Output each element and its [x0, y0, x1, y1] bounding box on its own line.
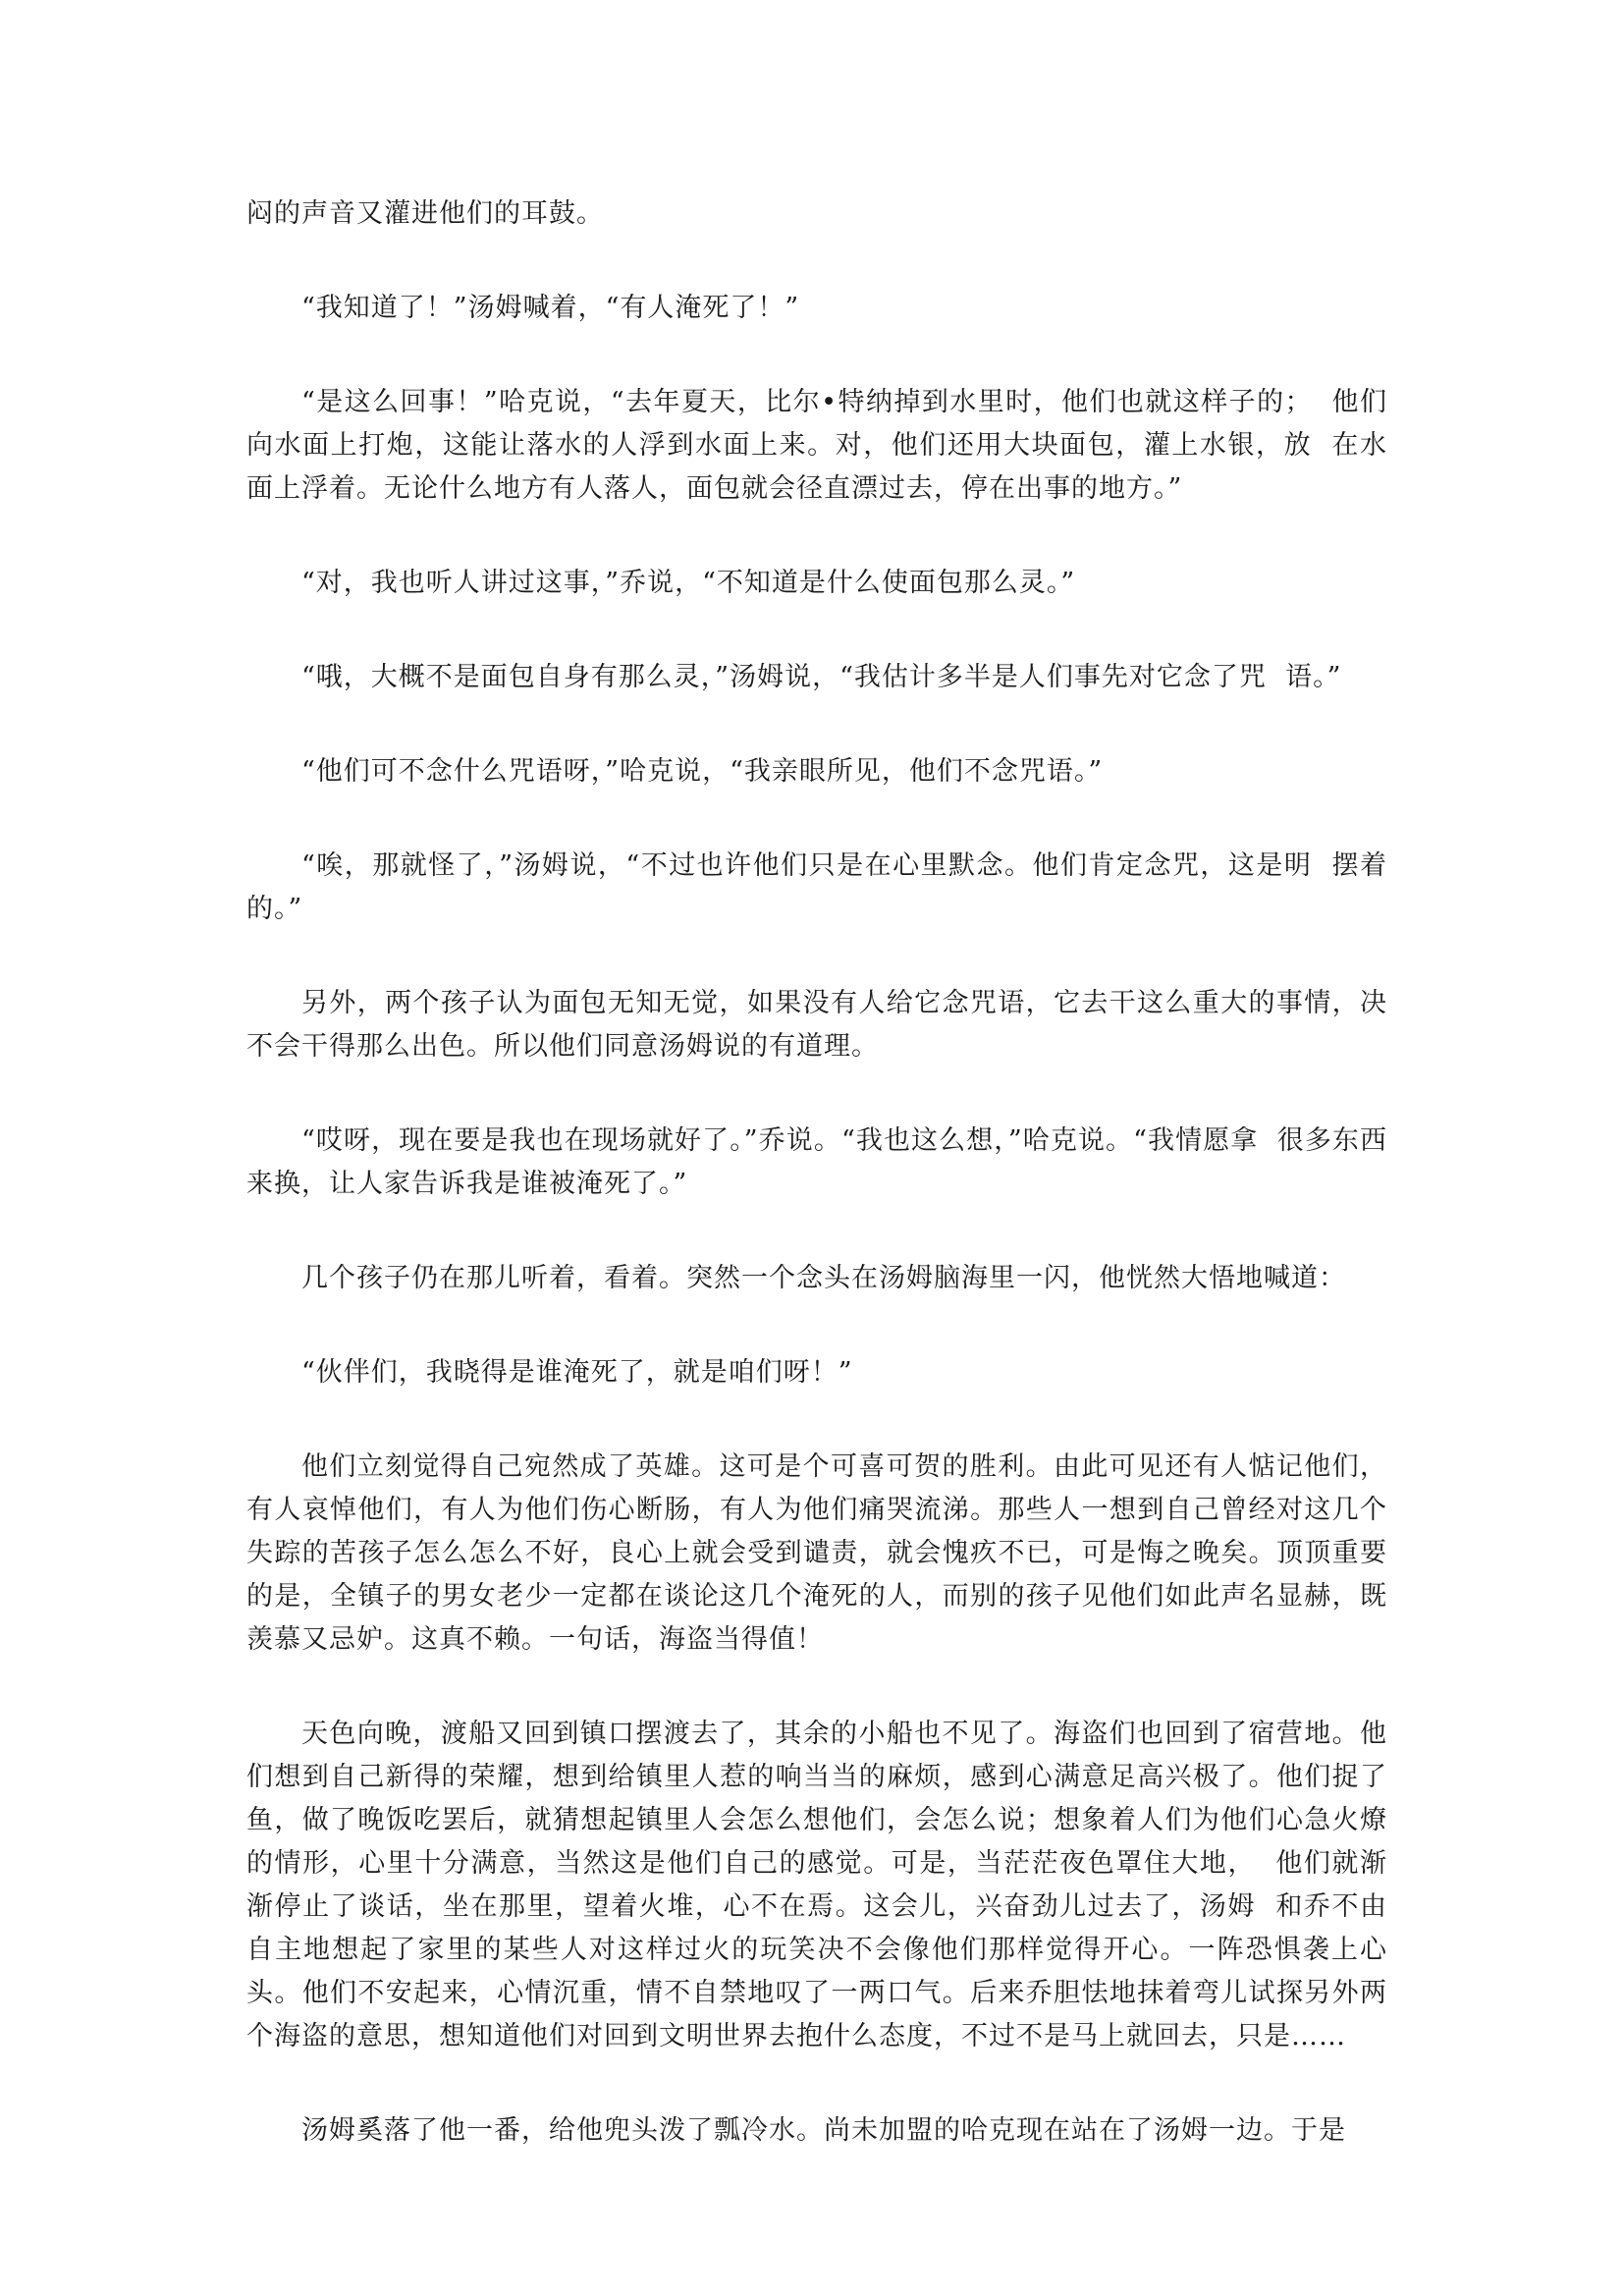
- paragraph-2: “我知道了！”汤姆喊着，“有人淹死了！”: [301, 293, 800, 323]
- paragraph-3: “是这么回事！”哈克说，“去年夏天，比尔•特纳掉到水里时，他们也就这样子的； 他们向水面上打炮，这能让落水的人浮到水面上来。对，他们还用大块面包，灌上水银，放 在水面上浮着。无论什么地方有人落人，面包就会径直漂过去，停在出事的地方。”: [246, 387, 1387, 504]
- paragraph-5: “哦，大概不是面包自身有那么灵，”汤姆说，“我估计多半是人们事先对它念了咒 语。”: [301, 662, 1342, 692]
- document-page: [246, 192, 1387, 2153]
- paragraph-14: 汤姆奚落了他一番，给他兜头泼了瓢冷水。尚未加盟的哈克现在站在了汤姆一边。于是: [301, 2115, 1346, 2146]
- paragraph-11: “伙伴们，我晓得是谁淹死了，就是咱们呀！”: [301, 1357, 853, 1388]
- paragraph-6: “他们可不念什么咒语呀，”哈克说，“我亲眼所见，他们不念咒语。”: [301, 756, 1104, 787]
- paragraph-4: “对，我也听人讲过这事，”乔说，“不知道是什么使面包那么灵。”: [301, 568, 1076, 598]
- paragraph-8: 另外，两个孩子认为面包无知无觉，如果没有人给它念咒语，它去干这么重大的事情，决不会干得那么出色。所以他们同意汤姆说的有道理。: [246, 988, 1387, 1062]
- paragraph-13: 天色向晚，渡船又回到镇口摆渡去了，其余的小船也不见了。海盗们也回到了宿营地。他们想到自己新得的荣耀，想到给镇里人惹的响当当的麻烦，感到心满意足高兴极了。他们捉了鱼，做了晚饭吃罢后，就猜想起镇里人会怎么想他们，会怎么说；想象着人们为他们心急火燎的情形，心里十分满意，当然这是他们自己的感觉。可是，当茫茫夜色罩住大地， 他们就渐渐停止了谈话，坐在那里，望着火堆，心不在焉。这会儿，兴奋劲儿过去了，汤姆 和乔不由自主地想起了家里的某些人对这样过火的玩笑决不会像他们那样觉得开心。一阵恐惧袭上心头。他们不安起来，心情沉重，情不自禁地叹了一两口气。后来乔胆怯地抹着弯儿试探另外两个海盗的意思，想知道他们对回到文明世界去抱什么态度，不过不是马上就回去，只是……: [246, 1719, 1387, 2051]
- paragraph-12: 他们立刻觉得自己宛然成了英雄。这可是个可喜可贺的胜利。由此可见还有人惦记他们，有人哀悼他们，有人为他们伤心断肠，有人为他们痛哭流涕。那些人一想到自己曾经对这几个失踪的苦孩子怎么怎么不好，良心上就会受到谴责，就会愧疚不已，可是悔之晚矣。顶顶重要的是，全镇子的男女老少一定都在谈论这几个淹死的人，而别的孩子见他们如此声名显赫，既羡慕又忌妒。这真不赖。一句话，海盗当得值！: [246, 1451, 1387, 1655]
- paragraph-9: “哎呀，现在要是我也在现场就好了。”乔说。“我也这么想，”哈克说。“我情愿拿 很多东西来换，让人家告诉我是谁被淹死了。”: [246, 1125, 1387, 1199]
- paragraph-7: “唉，那就怪了，”汤姆说，“不过也许他们只是在心里默念。他们肯定念咒，这是明 摆着的。”: [246, 850, 1387, 924]
- paragraph-1: 闷的声音又灌进他们的耳鼓。: [246, 198, 604, 229]
- paragraph-10: 几个孩子仍在那儿听着，看着。突然一个念头在汤姆脑海里一闪，他恍然大悟地喊道：: [301, 1263, 1346, 1293]
